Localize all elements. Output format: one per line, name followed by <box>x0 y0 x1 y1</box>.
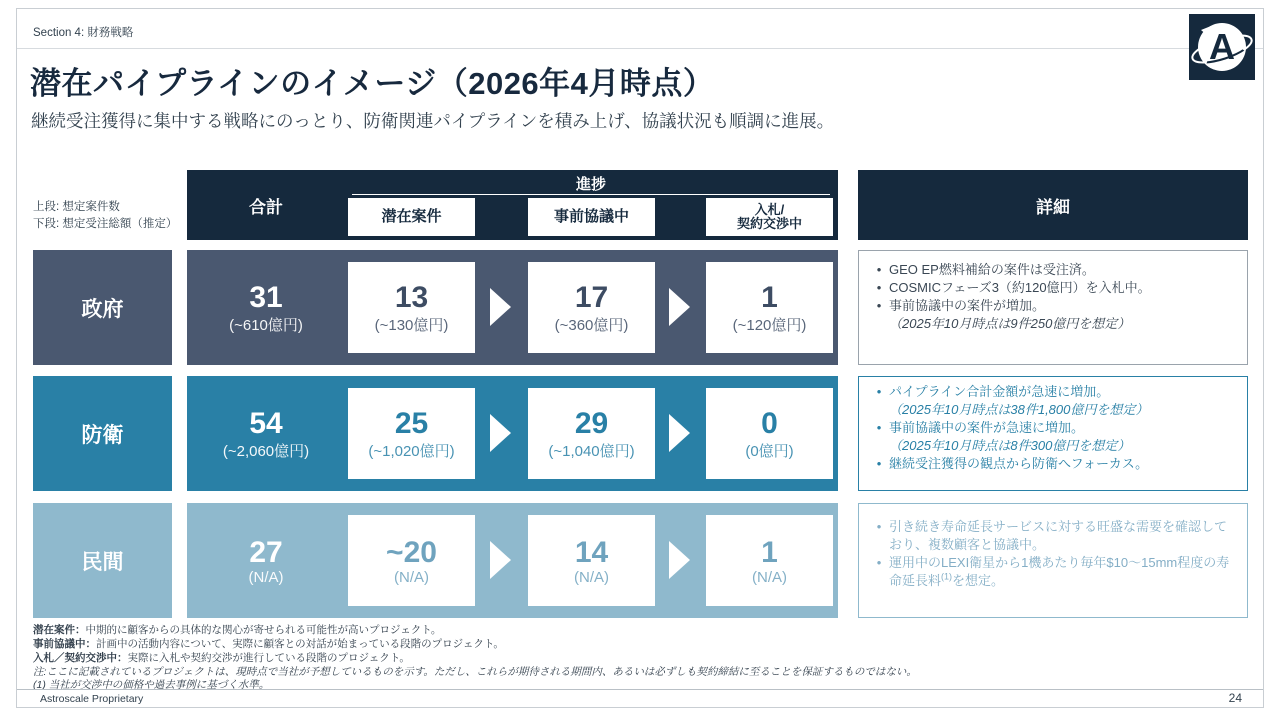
detail-line <box>869 297 1235 315</box>
footer-proprietary-label: Astroscale Proprietary <box>40 693 144 705</box>
amount: (N/A) <box>752 568 787 586</box>
count: 1 <box>761 535 778 569</box>
footnote-def-bidding: 入札／契約交渉中：実際に入札や契約交渉が進行している段階のプロジェクト。 <box>33 651 410 664</box>
bullet-icon: • <box>876 297 882 313</box>
commercial-total-amount: (N/A) <box>248 568 284 586</box>
svg-text:A: A <box>1209 26 1235 67</box>
header-divider <box>17 48 1263 49</box>
count: 1 <box>761 280 778 314</box>
bullet-icon: • <box>876 279 882 295</box>
arrow-right-icon <box>669 288 690 326</box>
detail-line <box>869 261 1235 279</box>
amount: (~120億円) <box>732 316 807 334</box>
commercial-stage-potential <box>348 515 475 606</box>
commercial-total <box>187 503 345 618</box>
defense-total-amount: (~2,060億円) <box>222 442 310 460</box>
footnote-1: (1) 当社が交渉中の価格や過去事例に基づく水準。 <box>33 679 270 692</box>
detail-line-italic <box>869 315 1235 333</box>
arrow-right-icon <box>490 414 511 452</box>
detail-text: 運用中のLEXI衛星から1機あたり毎年$10～15mm程度の寿命延長料$^{(1)}$を想定。 <box>889 554 1230 588</box>
detail-text: COSMICフェーズ3（約120億円）を入札中。 <box>889 279 1151 295</box>
detail-line-italic <box>869 401 1235 419</box>
footnote-def-potential: 潜在案件：中期的に顧客からの具体的な関心が寄せられる可能性が高いプロジェクト。 <box>33 624 442 636</box>
column-header-details: 詳細 <box>858 170 1248 240</box>
row-label-defense: 防衛 <box>33 376 172 491</box>
detail-text: GEO EP燃料補給の案件は受注済。 <box>889 262 1095 277</box>
table-header-main <box>187 170 838 240</box>
detail-text: （2025年10月時点は38件1,800億円を想定） <box>889 401 1149 417</box>
bullet-icon: • <box>876 262 882 277</box>
detail-text: パイプライン合計金額が急速に増加。 <box>889 384 1110 399</box>
detail-text: （2025年10月時点は9件250億円を想定） <box>889 315 1131 331</box>
page-subtitle: 継続受注獲得に集中する戦略にのっとり、防衛関連パイプラインを積み上げ、協議状況も順調に進展。 <box>31 111 835 131</box>
progress-underline <box>352 194 830 195</box>
legend-line-2: 下段: 想定受注総額（推定） <box>33 217 178 230</box>
footer-divider <box>17 689 1263 690</box>
defense-total-count: 54 <box>249 406 283 440</box>
row-label-government: 政府 <box>33 250 172 365</box>
defense-stage-preconsult <box>528 388 655 479</box>
column-header-total: 合計 <box>249 197 283 217</box>
legend-line-1: 上段: 想定案件数 <box>33 201 120 213</box>
detail-line <box>869 518 1235 554</box>
amount: (N/A) <box>394 568 429 586</box>
footnote-def-preconsult: 事前協議中：計画中の活動内容について、実際に顧客との対話が始まっている段階のプロジェクト。 <box>33 637 504 650</box>
government-total-count: 31 <box>249 280 283 314</box>
government-stage-bidding <box>706 262 833 353</box>
arrow-right-icon <box>669 541 690 579</box>
government-total <box>187 250 345 365</box>
amount: (N/A) <box>574 568 609 586</box>
footnote-note: 注:ここに記載されているプロジェクトは、現時点で当社が予想しているものを示す。ただし、これらが期待される期間内、あるいは必ずしも契約締結に至ることを保証するものではない。 <box>33 665 917 678</box>
defense-stage-bidding <box>706 388 833 479</box>
detail-line <box>869 279 1235 297</box>
amount: (~1,020億円) <box>368 442 455 460</box>
commercial-stage-preconsult <box>528 515 655 606</box>
page-number: 24 <box>1228 691 1242 705</box>
defense-stage-potential <box>348 388 475 479</box>
bullet-icon: • <box>876 419 882 435</box>
detail-text: 事前協議中の案件が急速に増加。 <box>889 419 1085 435</box>
amount: (~130億円) <box>374 316 449 334</box>
section-label: Section 4: 財務戦略 <box>33 27 134 39</box>
legend <box>33 199 177 232</box>
count: 0 <box>761 406 778 440</box>
detail-text: （2025年10月時点は8件300億円を想定） <box>889 437 1131 453</box>
footnotes <box>33 624 1213 693</box>
defense-details <box>858 376 1248 491</box>
commercial-total-count: 27 <box>249 535 283 569</box>
count: 17 <box>574 280 609 314</box>
commercial-stage-bidding <box>706 515 833 606</box>
amount: (~1,040億円) <box>548 442 635 460</box>
detail-text: 事前協議中の案件が増加。 <box>889 297 1046 313</box>
row-label-commercial: 民間 <box>33 503 172 618</box>
amount: (~360億円) <box>554 316 629 334</box>
stage-bidding-line2: 契約交渉中 <box>736 216 802 231</box>
count: 13 <box>394 280 429 314</box>
count: 29 <box>574 406 609 440</box>
detail-text: 継続受注獲得の観点から防衛へフォーカス。 <box>889 455 1149 471</box>
column-header-progress: 進捗 <box>575 176 606 193</box>
astroscale-logo-icon <box>1189 14 1255 80</box>
page-title: 潜在パイプラインのイメージ（2026年4月時点） <box>30 66 715 101</box>
arrow-right-icon <box>490 288 511 326</box>
bullet-icon: • <box>876 519 882 534</box>
detail-line <box>869 554 1235 590</box>
government-stage-potential <box>348 262 475 353</box>
defense-total <box>187 376 345 491</box>
detail-line <box>869 383 1235 401</box>
government-total-amount: (~610億円) <box>229 316 303 334</box>
detail-line <box>869 455 1235 473</box>
detail-line-italic <box>869 437 1235 455</box>
government-stage-preconsult <box>528 262 655 353</box>
count: 14 <box>574 535 609 569</box>
column-header-stage-potential: 潜在案件 <box>348 198 475 236</box>
count: ~20 <box>386 535 437 569</box>
row-defense-band <box>187 376 838 491</box>
column-header-stage-bidding <box>706 198 833 236</box>
column-header-stage-preconsult: 事前協議中 <box>528 198 655 236</box>
amount: (0億円) <box>745 442 794 460</box>
arrow-right-icon <box>490 541 511 579</box>
count: 25 <box>394 406 429 440</box>
row-government-band <box>187 250 838 365</box>
detail-text: 引き続き寿命延長サービスに対する旺盛な需要を確認しており、複数顧客と協議中。 <box>889 519 1228 552</box>
detail-line <box>869 419 1235 437</box>
bullet-icon: • <box>876 554 882 570</box>
bullet-icon: • <box>876 384 882 399</box>
arrow-right-icon <box>669 414 690 452</box>
commercial-details <box>858 503 1248 618</box>
bullet-icon: • <box>876 455 882 471</box>
stage-bidding-line1: 入札/ <box>754 201 785 217</box>
row-commercial-band <box>187 503 838 618</box>
government-details <box>858 250 1248 365</box>
